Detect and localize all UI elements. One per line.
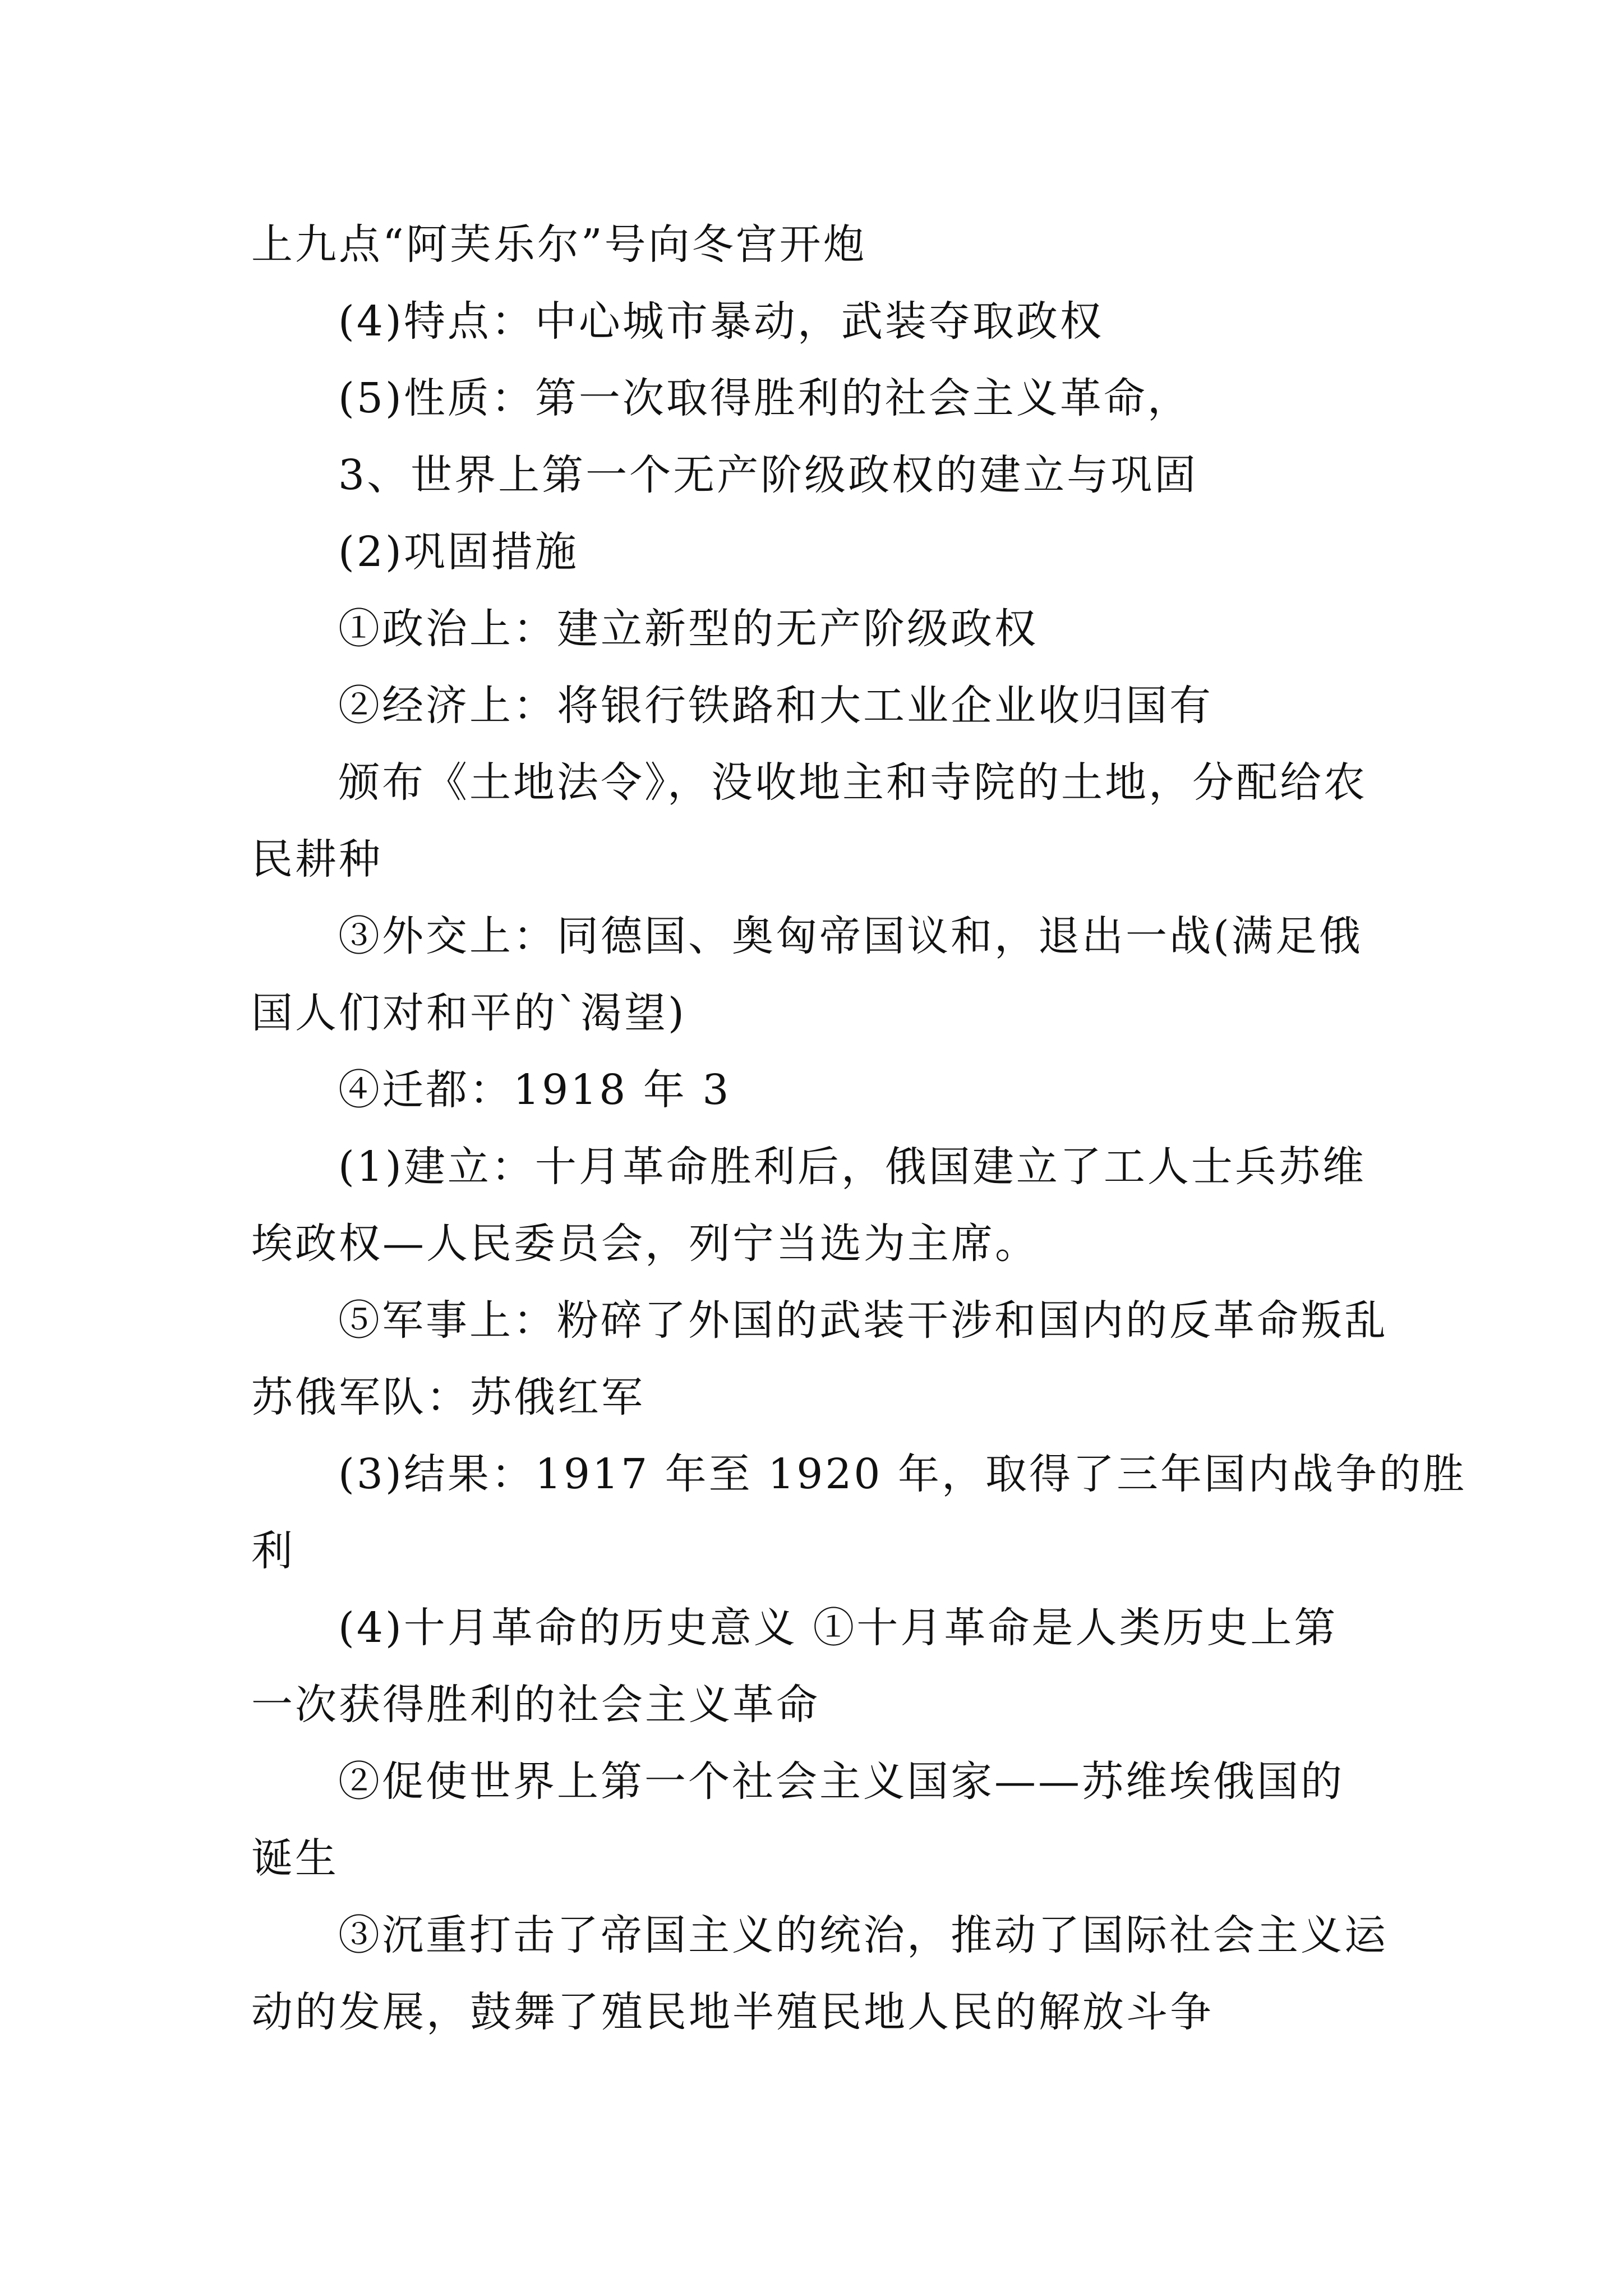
text-line: (2)巩固措施 bbox=[338, 528, 579, 576]
text-line: ②经济上：将银行铁路和大工业企业收归国有 bbox=[338, 682, 1213, 730]
text-line: 一次获得胜利的社会主义革命 bbox=[251, 1681, 820, 1729]
text-line: (4)十月革命的历史意义 ①十月革命是人类历史上第 bbox=[338, 1604, 1338, 1652]
text-line: 上九点“阿芙乐尔”号向冬宫开炮 bbox=[251, 220, 867, 269]
text-line: 动的发展，鼓舞了殖民地半殖民地人民的解放斗争 bbox=[251, 1988, 1214, 2036]
text-line: ②促使世界上第一个社会主义国家——苏维埃俄国的 bbox=[338, 1757, 1344, 1806]
text-line: (3)结果：1917 年至 1920 年，取得了三年国内战争的胜 bbox=[338, 1450, 1467, 1498]
text-line: (4)特点：中心城市暴动，武装夺取政权 bbox=[338, 297, 1104, 346]
text-line: 颁布《土地法令》，没收地主和寺院的土地，分配给农 bbox=[338, 758, 1367, 807]
document-body bbox=[251, 206, 1467, 2051]
text-line: ③沉重打击了帝国主义的统治，推动了国际社会主义运 bbox=[338, 1911, 1388, 1959]
text-line: ④迁都：1918 年 3 bbox=[338, 1066, 731, 1114]
text-line: 3、世界上第一个无产阶级政权的建立与巩固 bbox=[338, 451, 1198, 499]
text-line: ①政治上：建立新型的无产阶级政权 bbox=[338, 605, 1038, 653]
text-line: ③外交上：同德国、奥匈帝国议和，退出一战(满足俄 bbox=[338, 912, 1363, 960]
text-line: 民耕种 bbox=[251, 835, 382, 884]
text-line: ⑤军事上：粉碎了外国的武装干涉和国内的反革命叛乱 bbox=[338, 1296, 1388, 1345]
text-line: 利 bbox=[251, 1527, 295, 1575]
text-line: (5)性质：第一次取得胜利的社会主义革命， bbox=[338, 374, 1191, 422]
text-line: 诞生 bbox=[251, 1834, 339, 1883]
text-line: (1)建立：十月革命胜利后，俄国建立了工人士兵苏维 bbox=[338, 1143, 1366, 1191]
text-line: 埃政权—人民委员会，列宁当选为主席。 bbox=[251, 1220, 1039, 1268]
text-line: 国人们对和平的`渴望) bbox=[251, 989, 686, 1037]
text-line: 苏俄军队：苏俄红军 bbox=[251, 1373, 645, 1421]
